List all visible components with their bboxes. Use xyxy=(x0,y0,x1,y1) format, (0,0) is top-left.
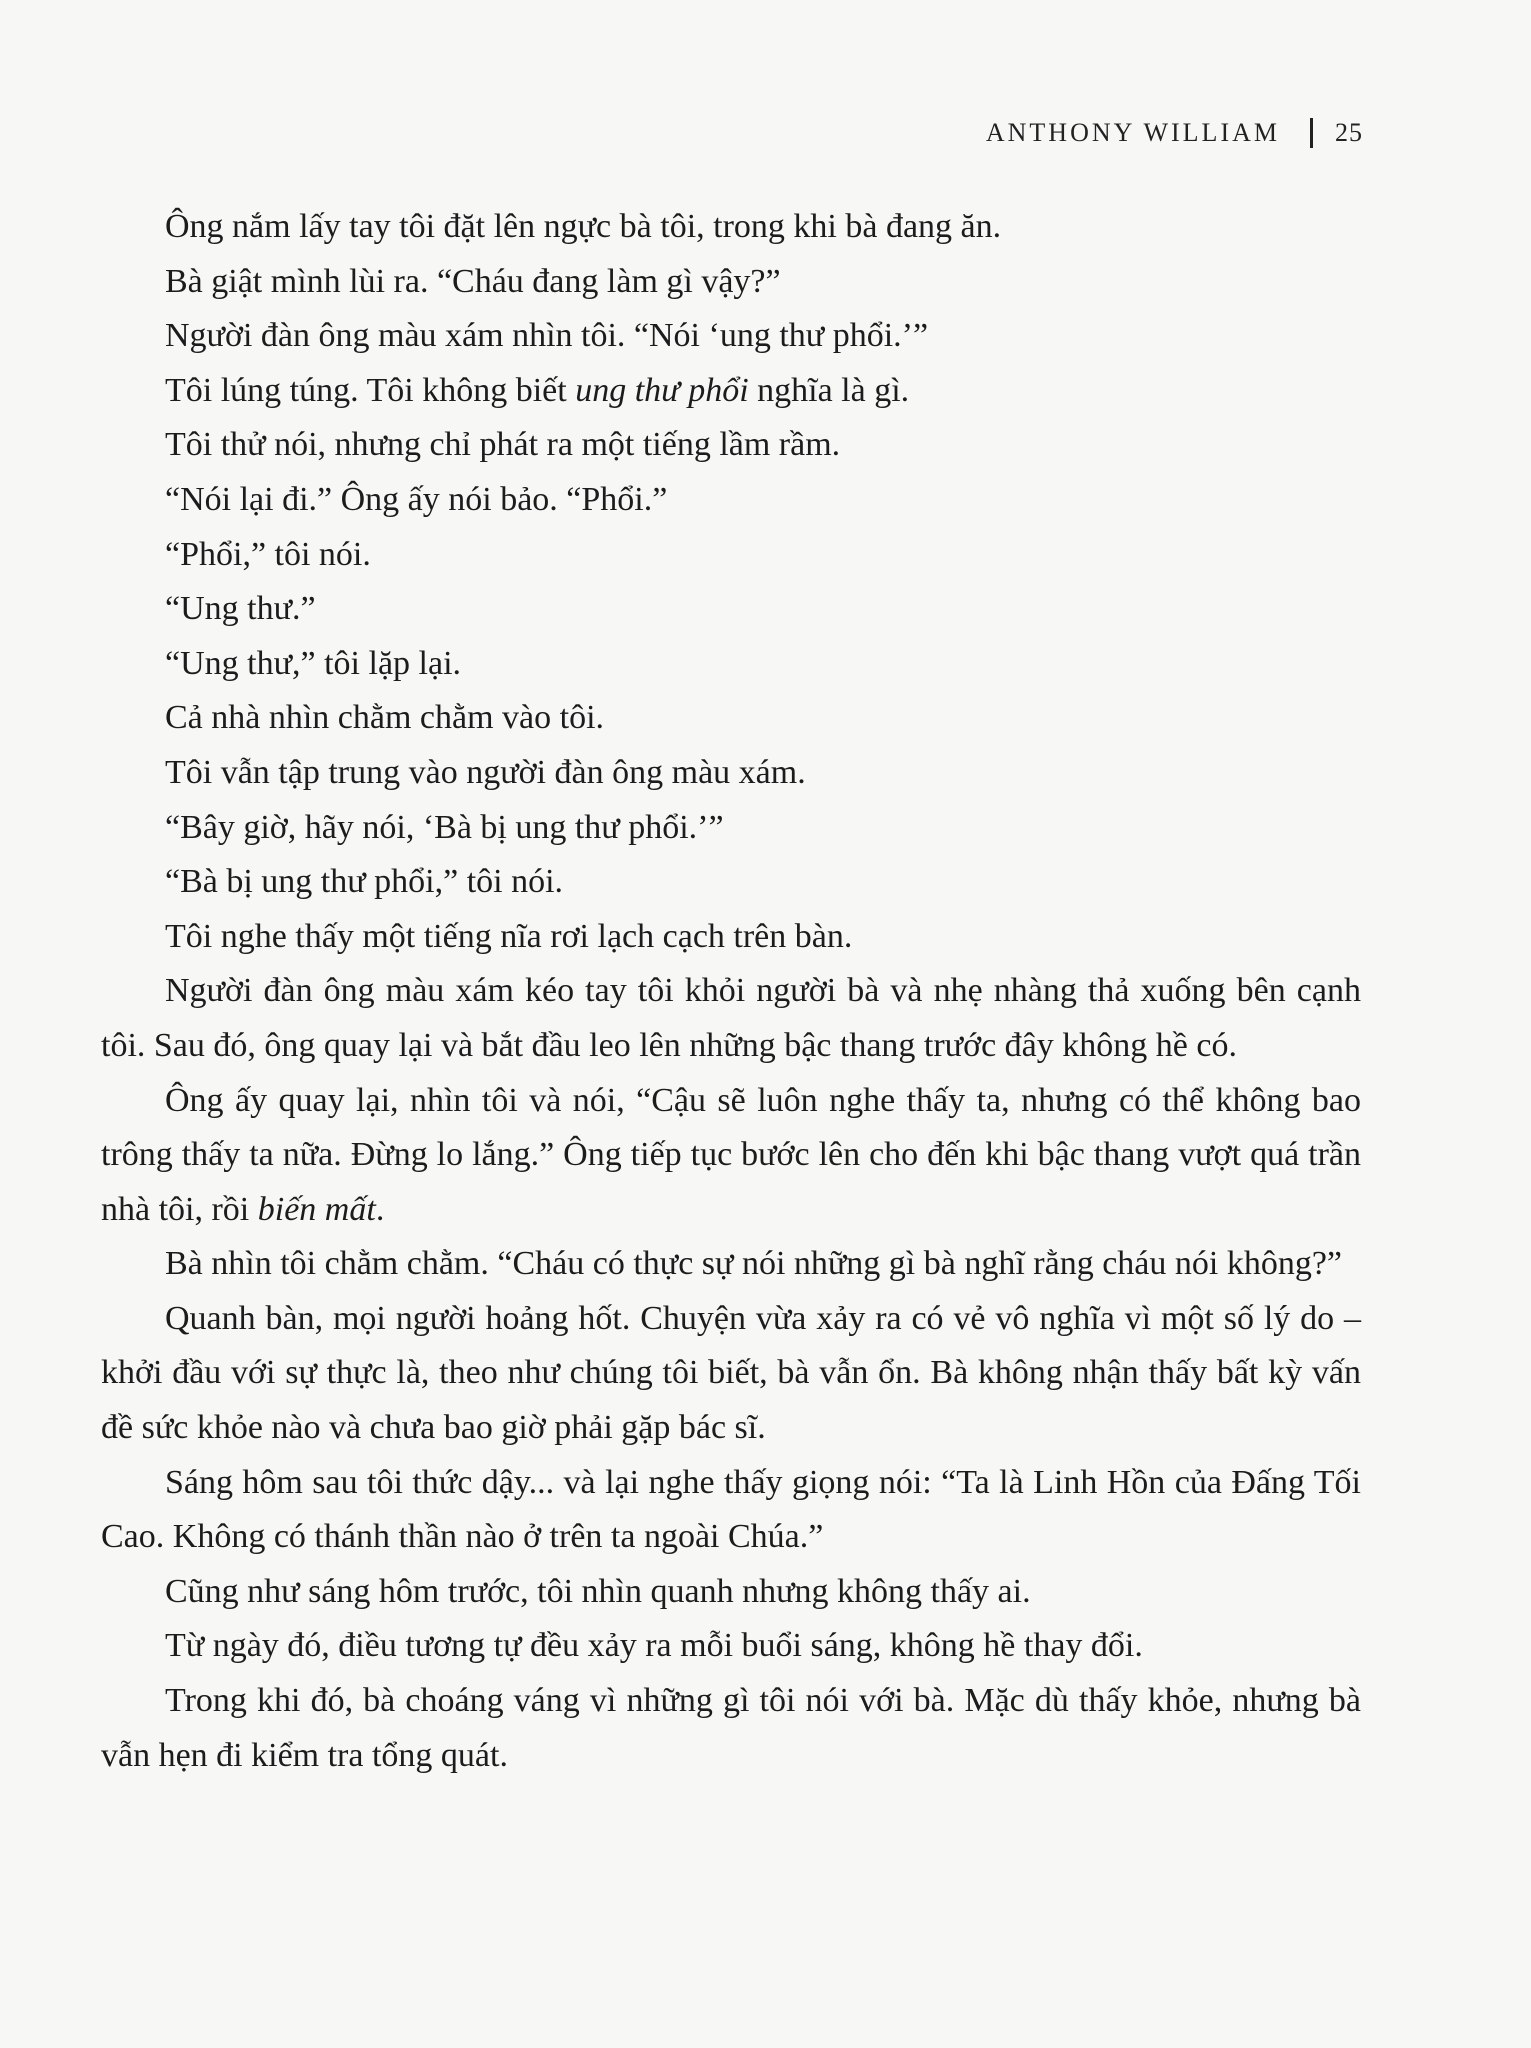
paragraph: Người đàn ông màu xám nhìn tôi. “Nói ‘ung thư phổi.’” xyxy=(165,317,929,355)
paragraph: “Bà bị ung thư phổi,” tôi nói. xyxy=(165,863,564,901)
paragraph xyxy=(101,364,1361,419)
paragraph: Tôi vẫn tập trung vào người đàn ông màu xám. xyxy=(165,753,806,791)
paragraph-text: . xyxy=(375,1190,385,1228)
paragraph-text: Tôi lúng túng. Tôi không biết xyxy=(165,371,576,409)
paragraph: Cả nhà nhìn chằm chằm vào tôi. xyxy=(165,699,605,737)
paragraph: Trong khi đó, bà choáng váng vì những gì tôi nói với bà. Mặc dù thấy khỏe, nhưng bà vẫn hẹn đi kiểm tra tổng quát. xyxy=(101,1682,1361,1774)
paragraph: Người đàn ông màu xám kéo tay tôi khỏi người bà và nhẹ nhàng thả xuống bên cạnh tôi. Sau đó, ông quay lại và bắt đầu leo lên những bậc thang trước đây không hề có. xyxy=(101,972,1361,1064)
paragraph: Tôi nghe thấy một tiếng nĩa rơi lạch cạch trên bàn. xyxy=(165,917,853,955)
paragraph: Từ ngày đó, điều tương tự đều xảy ra mỗi buổi sáng, không hề thay đổi. xyxy=(165,1627,1143,1665)
paragraph: Bà giật mình lùi ra. “Cháu đang làm gì vậy?” xyxy=(165,262,781,300)
paragraph: Tôi thử nói, nhưng chỉ phát ra một tiếng lầm rầm. xyxy=(165,426,841,464)
italic-phrase: biến mất xyxy=(257,1190,376,1228)
paragraph-text: Ông ấy quay lại, nhìn tôi và nói, “Cậu sẽ luôn nghe thấy ta, nhưng có thể không bao trông thấy ta nữa. Đừng lo lắng.” Ông tiếp tục bước lên cho đến khi bậc thang vượt quá trần nhà tôi, rồi xyxy=(101,1081,1361,1228)
paragraph: “Bây giờ, hãy nói, ‘Bà bị ung thư phổi.’” xyxy=(165,808,724,846)
paragraph xyxy=(101,1074,1361,1238)
paragraph: Ông nắm lấy tay tôi đặt lên ngực bà tôi, trong khi bà đang ăn. xyxy=(165,208,1002,245)
paragraph: Bà nhìn tôi chằm chằm. “Cháu có thực sự nói những gì bà nghĩ rằng cháu nói không?” xyxy=(165,1245,1343,1283)
italic-phrase: ung thư phổi xyxy=(575,371,749,409)
paragraph: Sáng hôm sau tôi thức dậy... và lại nghe thấy giọng nói: “Ta là Linh Hồn của Đấng Tối Cao. Không có thánh thần nào ở trên ta ngoài Chúa.” xyxy=(101,1463,1361,1556)
paragraph-text: nghĩa là gì. xyxy=(748,371,910,409)
paragraph: “Phổi,” tôi nói. xyxy=(165,535,371,573)
paragraph: “Nói lại đi.” Ông ấy nói bảo. “Phổi.” xyxy=(165,480,668,518)
paragraph: “Ung thư,” tôi lặp lại. xyxy=(165,644,462,682)
body-text xyxy=(101,200,1361,1783)
author-name: ANTHONY WILLIAM xyxy=(985,118,1280,147)
header-separator xyxy=(1310,118,1313,148)
paragraph: Quanh bàn, mọi người hoảng hốt. Chuyện vừa xảy ra có vẻ vô nghĩa vì một số lý do – khởi đầu với sự thực là, theo như chúng tôi biết, bà vẫn ổn. Bà không nhận thấy bất kỳ vấn đề sức khỏe nào và chưa bao giờ phải gặp bác sĩ. xyxy=(101,1299,1361,1447)
running-header xyxy=(986,118,1363,148)
paragraph: “Ung thư.” xyxy=(165,590,316,628)
paragraph: Cũng như sáng hôm trước, tôi nhìn quanh nhưng không thấy ai. xyxy=(165,1572,1031,1610)
page-number: 25 xyxy=(1335,118,1363,147)
